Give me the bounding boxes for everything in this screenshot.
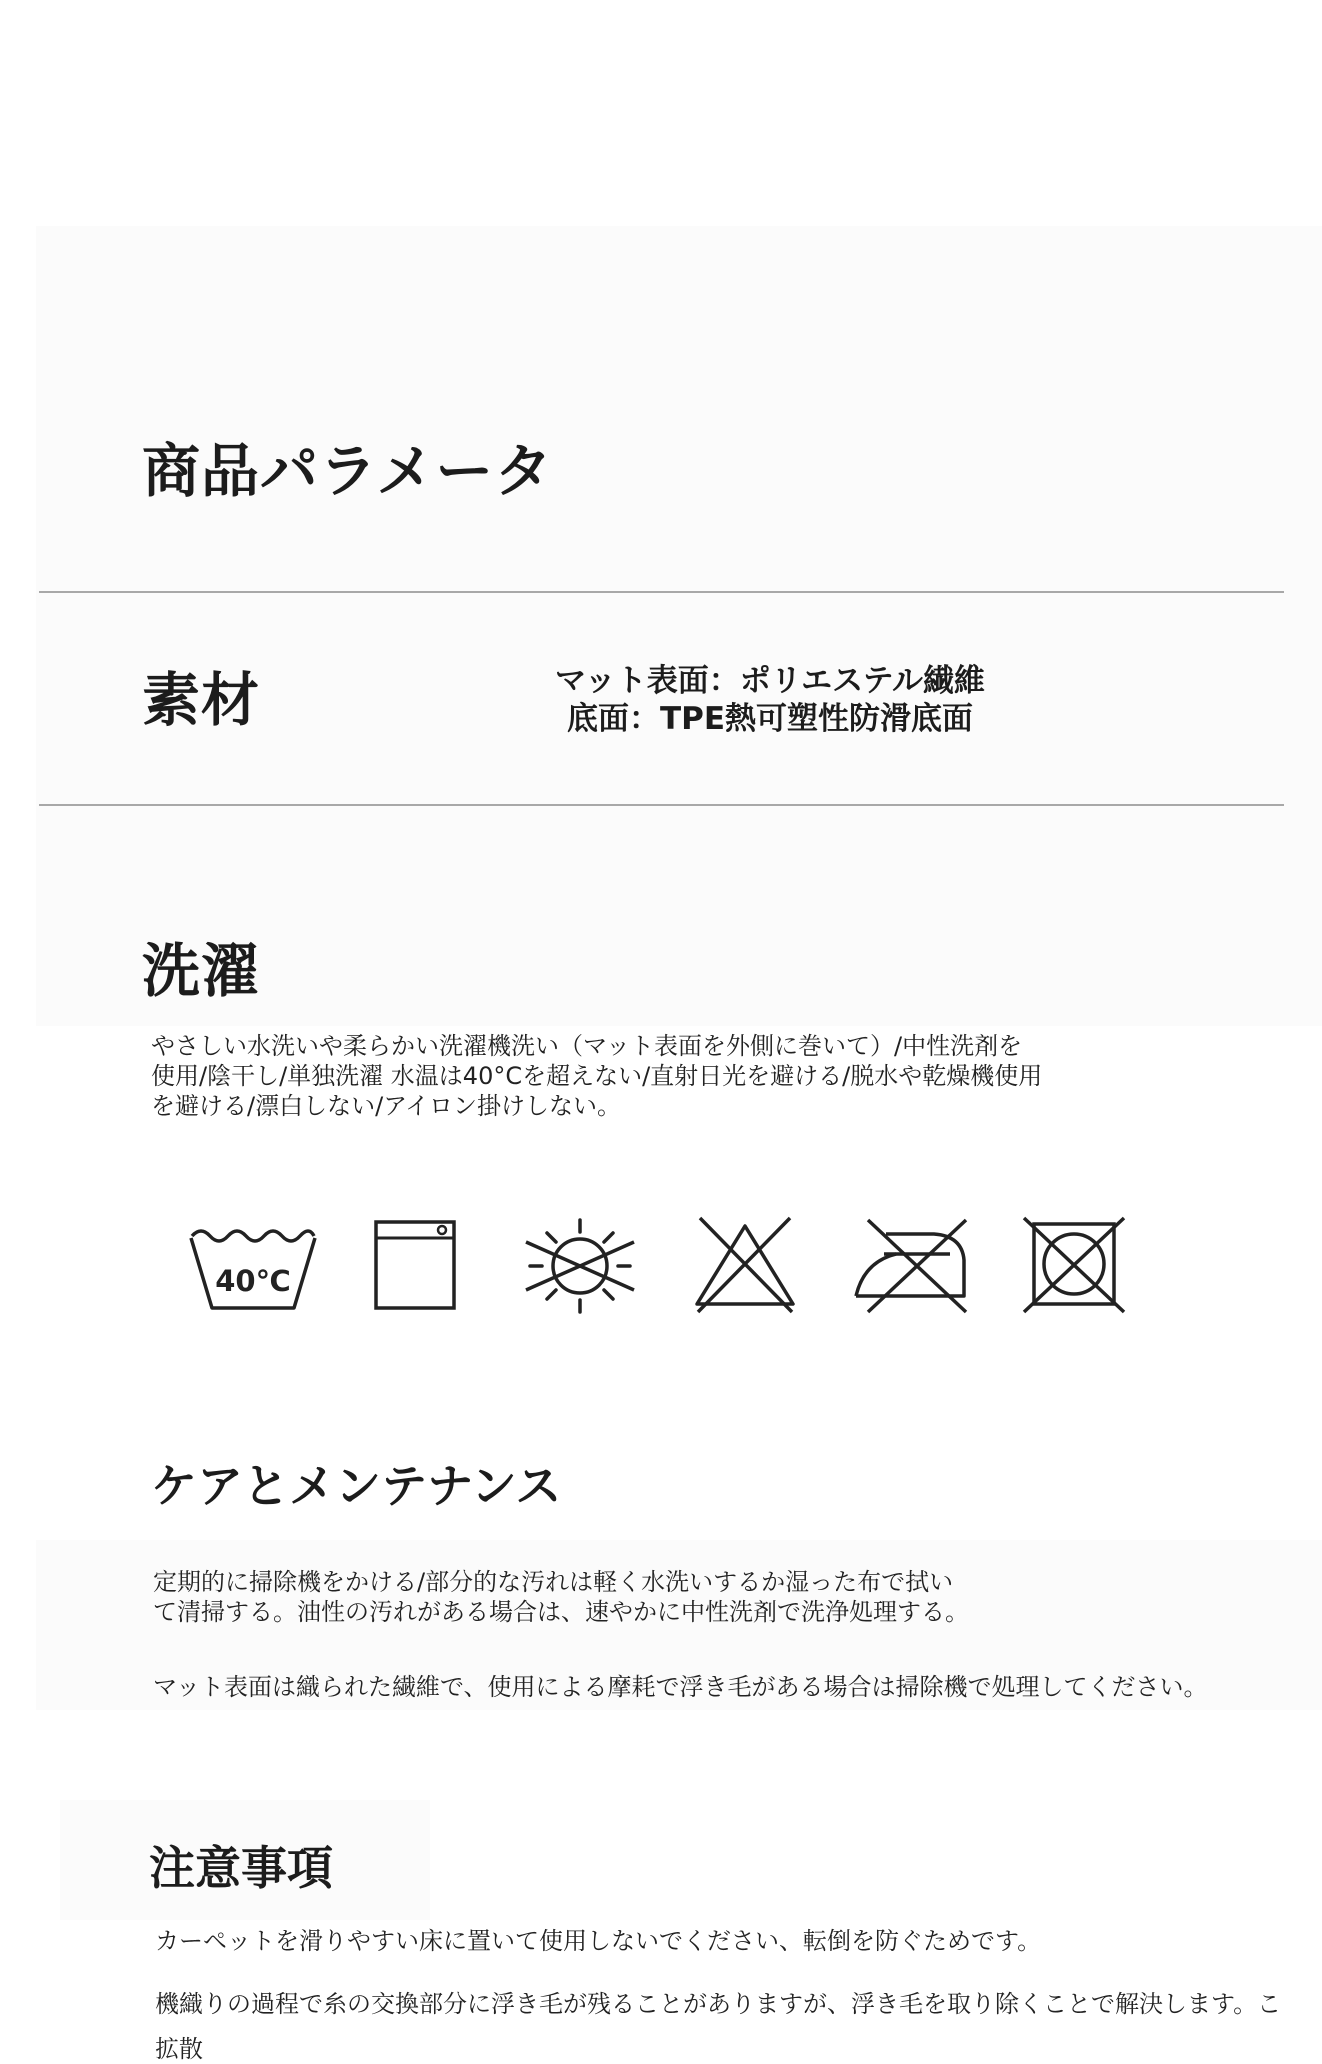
no-iron-icon: [850, 1216, 970, 1316]
care-paragraph-2: [153, 1672, 1208, 1702]
washing-instructions: [151, 1031, 1042, 1121]
section-title-washing: 洗濯: [142, 937, 261, 1005]
care-line: て清掃する。油性の汚れがある場合は、速やかに中性洗剤で洗浄処理する。: [153, 1598, 969, 1626]
washing-line: 使用/陰干し/単独洗濯 水温は40°Cを超えない/直射日光を避ける/脱水や乾燥機使用: [151, 1062, 1043, 1090]
divider-bottom: [39, 804, 1284, 806]
care-paragraph-1: [153, 1567, 969, 1627]
section-title-notes: 注意事項: [149, 1841, 333, 1895]
care-line: 定期的に掃除機をかける/部分的な汚れは軽く水洗いするか湿った布で拭い: [153, 1568, 954, 1596]
material-label: 素材: [142, 666, 261, 734]
no-bleach-icon: [690, 1216, 800, 1316]
tumble-dry-icon: [372, 1216, 458, 1312]
section-title-care: ケアとメンテナンス: [151, 1459, 562, 1513]
section-title-params: 商品パラメータ: [142, 437, 554, 505]
bg-panel-main: [36, 226, 1322, 1026]
notes-line-3: [155, 2034, 203, 2064]
notes-line-2: [155, 1989, 1281, 2019]
notes-line: 機織りの過程で糸の交換部分に浮き毛が残ることがありますが、浮き毛を取り除くことで解決します。こ: [155, 1990, 1282, 2018]
no-dryer-icon: [1020, 1216, 1128, 1316]
wash-temperature-label: 40℃: [215, 1264, 291, 1298]
notes-line: 拡散: [155, 2035, 203, 2063]
washing-line: やさしい水洗いや柔らかい洗濯機洗い（マット表面を外側に巻いて）/中性洗剤を: [151, 1032, 1023, 1060]
divider-top: [39, 591, 1284, 593]
washing-line: を避ける/漂白しない/アイロン掛けしない。: [151, 1092, 622, 1120]
notes-line-1: [155, 1926, 1041, 1956]
care-line: マット表面は織られた繊維で、使用による摩耗で浮き毛がある場合は掃除機で処理してください。: [153, 1673, 1208, 1701]
material-line-surface: マット表面：ポリエステル繊維: [555, 663, 985, 699]
wash-40c-icon: [188, 1216, 318, 1316]
material-line-bottom: 底面：TPE熱可塑性防滑底面: [566, 701, 974, 737]
no-sun-dry-icon: [522, 1216, 638, 1316]
notes-line: カーペットを滑りやすい床に置いて使用しないでください、転倒を防ぐためです。: [155, 1927, 1042, 1955]
material-value: [470, 662, 1070, 738]
